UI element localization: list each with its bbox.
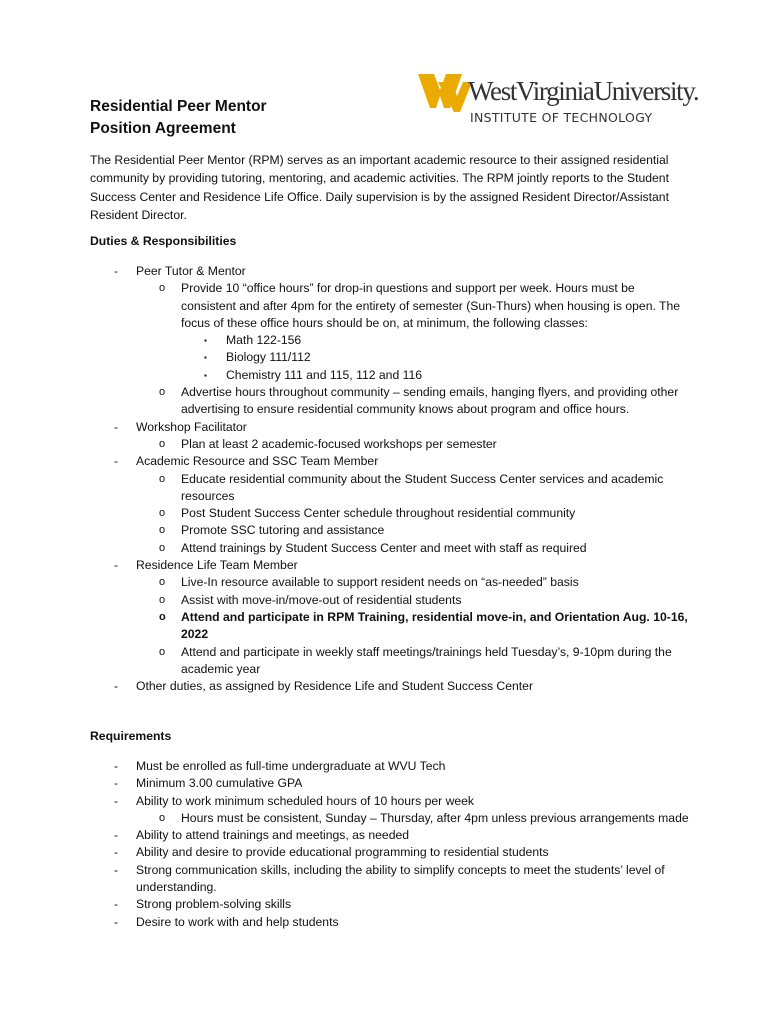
bullet-marker: o bbox=[159, 610, 166, 623]
list-item-level-1 bbox=[90, 827, 690, 844]
list-item-text: Strong communication skills, including the ability to simplify concepts to meet the students’ level of understanding. bbox=[136, 862, 665, 895]
title-line-2: Position Agreement bbox=[90, 120, 236, 137]
list-item-text: Ability to work minimum scheduled hours of 10 hours per week bbox=[136, 793, 475, 808]
list-item-text: Math 122-156 bbox=[226, 333, 302, 348]
bullet-marker: - bbox=[114, 454, 119, 469]
bullet-marker: - bbox=[114, 759, 119, 773]
list-item-level-2 bbox=[90, 574, 690, 591]
bullet-marker: o bbox=[159, 507, 166, 520]
list-item-level-3 bbox=[90, 349, 690, 366]
bullet-marker: ▪ bbox=[204, 336, 207, 346]
list-item-text: Academic Resource and SSC Team Member bbox=[136, 454, 379, 469]
bullet-marker: ▪ bbox=[204, 353, 207, 363]
requirements-list bbox=[90, 758, 690, 931]
list-item-level-3 bbox=[90, 332, 690, 349]
bullet-marker: o bbox=[159, 645, 166, 658]
list-item-level-2 bbox=[90, 471, 690, 506]
list-item-text: Attend and participate in RPM Training, residential move-in, and Orientation Aug. 10-16, 2022 bbox=[181, 609, 688, 642]
bullet-marker: - bbox=[114, 264, 119, 278]
list-item-level-1 bbox=[90, 758, 690, 775]
title-line-1: Residential Peer Mentor bbox=[90, 98, 267, 115]
list-item-text: Peer Tutor & Mentor bbox=[136, 264, 246, 278]
intro-paragraph: The Residential Peer Mentor (RPM) serves as an important academic resource to their assigned residential community by providing tutoring, mentoring, and academic activities. The RPM jointly reports to the Student Success Center and Residence Life Office. Daily supervision is by the assigned Resident Director/Assistant Resident Director. bbox=[90, 153, 669, 222]
requirements-heading: Requirements bbox=[90, 729, 172, 743]
list-item-level-2 bbox=[90, 644, 690, 679]
list-item-text: Residence Life Team Member bbox=[136, 558, 298, 573]
list-item-level-1 bbox=[90, 896, 690, 913]
list-item-level-2 bbox=[90, 540, 690, 557]
list-item-level-1 bbox=[90, 914, 690, 931]
list-item-text: Assist with move-in/move-out of residential students bbox=[181, 592, 462, 607]
list-item-text: Attend and participate in weekly staff meetings/trainings held Tuesday’s, 9-10pm during the academic year bbox=[181, 644, 672, 676]
bullet-marker: o bbox=[159, 437, 166, 450]
list-item-level-1 bbox=[90, 263, 690, 280]
page-title bbox=[90, 96, 267, 140]
list-item-text: Other duties, as assigned by Residence Life and Student Success Center bbox=[136, 679, 534, 694]
list-item-text: Chemistry 111 and 115, 112 and 116 bbox=[226, 367, 423, 382]
flying-wv-icon bbox=[418, 72, 472, 116]
list-item-level-2 bbox=[90, 522, 690, 539]
list-item-text: Desire to work with and help students bbox=[136, 914, 339, 929]
list-item-text: Provide 10 “office hours” for drop-in questions and support per week. Hours must be consistent and after 4pm for the entirety of semester (Sun-Thurs) when housing is open. The focus of these office hours should be on, at minimum, the following classes: bbox=[181, 281, 681, 330]
bullet-marker: o bbox=[159, 524, 166, 537]
bullet-marker: - bbox=[114, 862, 119, 877]
list-item-text: Live-In resource available to support resident needs on “as-needed” basis bbox=[181, 575, 579, 590]
list-item-level-1 bbox=[90, 419, 690, 436]
list-item-level-1 bbox=[90, 862, 690, 897]
list-item-level-1 bbox=[90, 775, 690, 792]
bullet-marker: - bbox=[114, 558, 119, 573]
list-item-text: Ability and desire to provide educational programming to residential students bbox=[136, 845, 549, 860]
bullet-marker: o bbox=[159, 386, 166, 399]
list-item-level-1 bbox=[90, 453, 690, 470]
list-item-text: Must be enrolled as full-time undergraduate at WVU Tech bbox=[136, 759, 446, 773]
list-item-text: Minimum 3.00 cumulative GPA bbox=[136, 776, 303, 791]
list-item-level-2 bbox=[90, 505, 690, 522]
list-item-text: Educate residential community about the Student Success Center services and academic resources bbox=[181, 471, 664, 503]
list-item-text: Advertise hours throughout community – sending emails, hanging flyers, and providing other advertising to ensure residential community knows about program and office hours. bbox=[181, 385, 679, 417]
bullet-marker: o bbox=[159, 472, 166, 485]
bullet-marker: - bbox=[114, 914, 119, 929]
duties-list bbox=[90, 263, 690, 695]
list-item-level-1 bbox=[90, 678, 690, 695]
university-name: WestVirginiaUniversity. bbox=[468, 76, 699, 106]
institute-subtitle: INSTITUTE OF TECHNOLOGY bbox=[470, 110, 653, 125]
list-item-text: Workshop Facilitator bbox=[136, 419, 247, 434]
bullet-marker: o bbox=[159, 282, 166, 295]
bullet-marker: - bbox=[114, 793, 119, 808]
list-item-level-3 bbox=[90, 367, 690, 384]
bullet-marker: ▪ bbox=[204, 370, 207, 380]
list-item-text: Promote SSC tutoring and assistance bbox=[181, 523, 385, 538]
list-item-level-2 bbox=[90, 436, 690, 453]
list-item-text: Hours must be consistent, Sunday – Thursday, after 4pm unless previous arrangements made bbox=[181, 810, 689, 825]
bullet-marker: - bbox=[114, 679, 119, 694]
duties-heading: Duties & Responsibilities bbox=[90, 234, 237, 248]
wvu-tech-logo bbox=[418, 72, 699, 130]
list-item-text: Plan at least 2 academic-focused workshops per semester bbox=[181, 436, 497, 451]
list-item-text: Strong problem-solving skills bbox=[136, 897, 292, 912]
bullet-marker: o bbox=[159, 576, 166, 589]
bullet-marker: - bbox=[114, 828, 119, 843]
bullet-marker: - bbox=[114, 897, 119, 912]
list-item-level-1 bbox=[90, 793, 690, 810]
bullet-marker: o bbox=[159, 811, 166, 824]
list-item-text: Ability to attend trainings and meetings, as needed bbox=[136, 828, 410, 843]
list-item-text: Attend trainings by Student Success Center and meet with staff as required bbox=[181, 540, 587, 555]
bullet-marker: o bbox=[159, 593, 166, 606]
bullet-marker: - bbox=[114, 845, 119, 860]
bullet-marker: - bbox=[114, 776, 119, 791]
bullet-marker: o bbox=[159, 541, 166, 554]
list-item-level-2 bbox=[90, 592, 690, 609]
bullet-marker: - bbox=[114, 419, 119, 434]
list-item-level-1 bbox=[90, 557, 690, 574]
list-item-level-2 bbox=[90, 810, 690, 827]
list-item-text: Post Student Success Center schedule throughout residential community bbox=[181, 506, 576, 521]
list-item-level-2 bbox=[90, 609, 690, 644]
list-item-level-2 bbox=[90, 384, 690, 419]
list-item-text: Biology 111/112 bbox=[226, 350, 311, 365]
list-item-level-2 bbox=[90, 280, 690, 332]
list-item-level-1 bbox=[90, 844, 690, 861]
